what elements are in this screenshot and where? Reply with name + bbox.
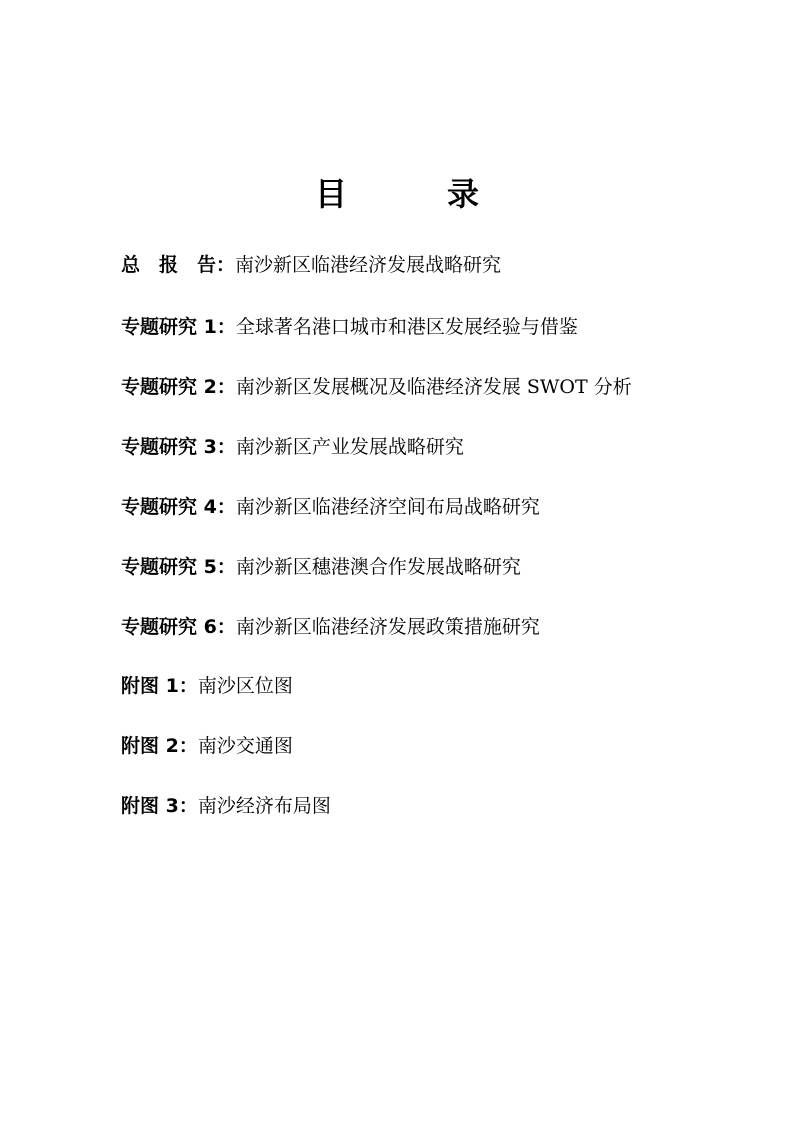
toc-item-label: 附图 3： bbox=[121, 795, 198, 817]
toc-item-text: 南沙新区发展概况及临港经济发展 SWOT 分析 bbox=[235, 376, 632, 398]
toc-item-text: 南沙新区临港经济发展战略研究 bbox=[235, 254, 502, 276]
toc-item-label: 专题研究 1： bbox=[121, 316, 236, 338]
toc-item-study-4 bbox=[121, 492, 761, 522]
toc-item-figure-1 bbox=[121, 671, 761, 701]
toc-item-study-6 bbox=[121, 612, 761, 642]
toc-item-study-2 bbox=[121, 372, 761, 402]
toc-item-label: 专题研究 5： bbox=[121, 556, 236, 578]
page-title: 目 录 bbox=[314, 175, 513, 213]
toc-item-general-report bbox=[121, 250, 761, 280]
toc-item-label: 附图 2： bbox=[121, 735, 198, 757]
toc-item-label: 专题研究 6： bbox=[121, 616, 236, 638]
toc-item-text: 南沙新区穗港澳合作发展战略研究 bbox=[235, 556, 521, 578]
toc-item-study-1 bbox=[121, 312, 761, 342]
toc-item-label: 总 报 告： bbox=[121, 254, 236, 276]
toc-item-study-3 bbox=[121, 432, 761, 462]
toc-item-text: 南沙区位图 bbox=[197, 675, 293, 697]
toc-item-label: 附图 1： bbox=[121, 675, 198, 697]
toc-item-label: 专题研究 2： bbox=[121, 376, 236, 398]
table-of-contents bbox=[121, 250, 761, 817]
toc-item-text: 全球著名港口城市和港区发展经验与借鉴 bbox=[235, 316, 578, 338]
toc-item-text: 南沙交通图 bbox=[197, 735, 293, 757]
toc-item-text: 南沙新区产业发展战略研究 bbox=[235, 436, 464, 458]
toc-item-label: 专题研究 3： bbox=[121, 436, 236, 458]
toc-item-text: 南沙经济布局图 bbox=[197, 795, 331, 817]
toc-item-text: 南沙新区临港经济发展政策措施研究 bbox=[235, 616, 540, 638]
toc-item-text: 南沙新区临港经济空间布局战略研究 bbox=[235, 496, 540, 518]
toc-item-figure-2 bbox=[121, 731, 761, 761]
toc-item-label: 专题研究 4： bbox=[121, 496, 236, 518]
toc-item-figure-3 bbox=[121, 791, 761, 821]
toc-item-study-5 bbox=[121, 552, 761, 582]
